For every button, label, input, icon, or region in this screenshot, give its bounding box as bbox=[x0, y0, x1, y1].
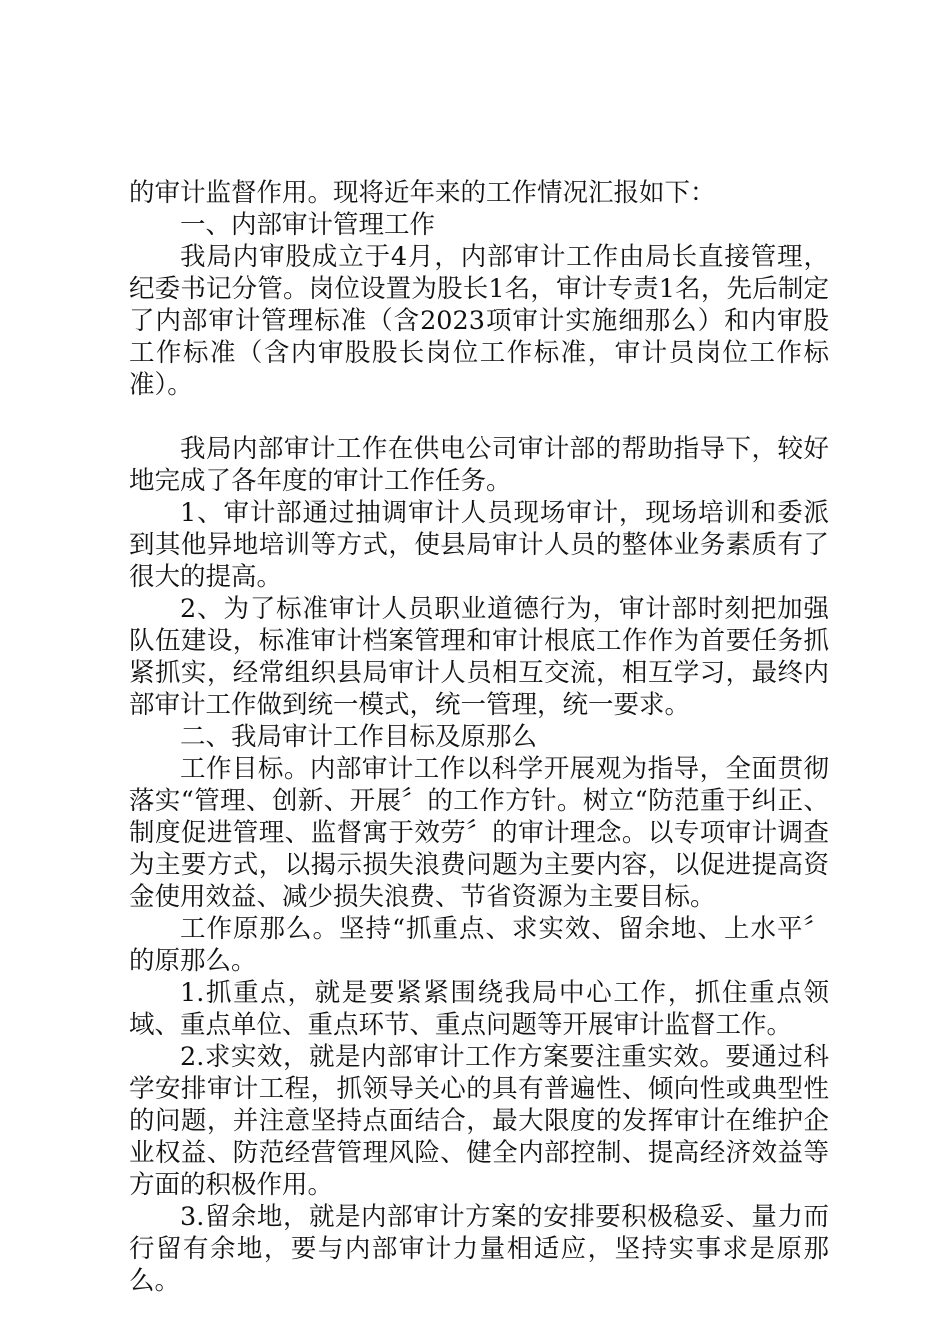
list-item-seek-results: 2.求实效，就是内部审计工作方案要注重实效。要通过科学安排审计工程，抓领导关心的具有普遍性、倾向性或典型性的问题，并注意坚持点面结合，最大限度的发挥审计在维护企业权益、防范经营管理风险、健全内部控制、提高经济效益等方面的积极作用。 bbox=[129, 1042, 829, 1200]
list-item-training: 1、审计部通过抽调审计人员现场审计，现场培训和委派到其他异地培训等方式，使县局审计人员的整体业务素质有了很大的提高。 bbox=[129, 498, 829, 592]
section-heading-goals-principles: 二、我局审计工作目标及原那么 bbox=[180, 722, 538, 752]
body-paragraph-work-principles: 工作原那么。坚持“抓重点、求实效、留余地、上水平〞的原那么。 bbox=[129, 914, 829, 976]
body-paragraph-audit-unit-setup: 我局内审股成立于4月，内部审计工作由局长直接管理，纪委书记分管。岗位设置为股长1名，审计专责1名，先后制定了内部审计管理标准（含2023项审计实施细那么）和内审股工作标准（含内审股股长岗位工作标准，审计员岗位工作标准）。 bbox=[129, 242, 829, 400]
body-paragraph-continuation: 的审计监督作用。现将近年来的工作情况汇报如下： bbox=[129, 178, 716, 208]
list-item-focus-priorities: 1.抓重点，就是要紧紧围绕我局中心工作，抓住重点领域、重点单位、重点环节、重点问题等开展审计监督工作。 bbox=[129, 978, 829, 1040]
list-item-ethics: 2、为了标准审计人员职业道德行为，审计部时刻把加强队伍建设，标准审计档案管理和审计根底工作作为首要任务抓紧抓实，经常组织县局审计人员相互交流，相互学习，最终内部审计工作做到统一模式，统一管理，统一要求。 bbox=[129, 594, 829, 720]
list-item-leave-margin: 3.留余地，就是内部审计方案的安排要积极稳妥、量力而行留有余地，要与内部审计力量相适应，坚持实事求是原那么。 bbox=[129, 1202, 829, 1296]
section-heading-internal-audit-management: 一、内部审计管理工作 bbox=[180, 210, 436, 240]
body-paragraph-work-goals: 工作目标。内部审计工作以科学开展观为指导，全面贯彻落实“管理、创新、开展〞的工作方针。树立“防范重于纠正、制度促进管理、监督寓于效劳〞的审计理念。以专项审计调查为主要方式，以揭示损失浪费问题为主要内容，以促进提高资金使用效益、减少损失浪费、节省资源为主要目标。 bbox=[129, 754, 829, 912]
document-body bbox=[129, 177, 829, 1297]
body-paragraph-audit-tasks: 我局内部审计工作在供电公司审计部的帮助指导下，较好地完成了各年度的审计工作任务。 bbox=[129, 434, 829, 496]
